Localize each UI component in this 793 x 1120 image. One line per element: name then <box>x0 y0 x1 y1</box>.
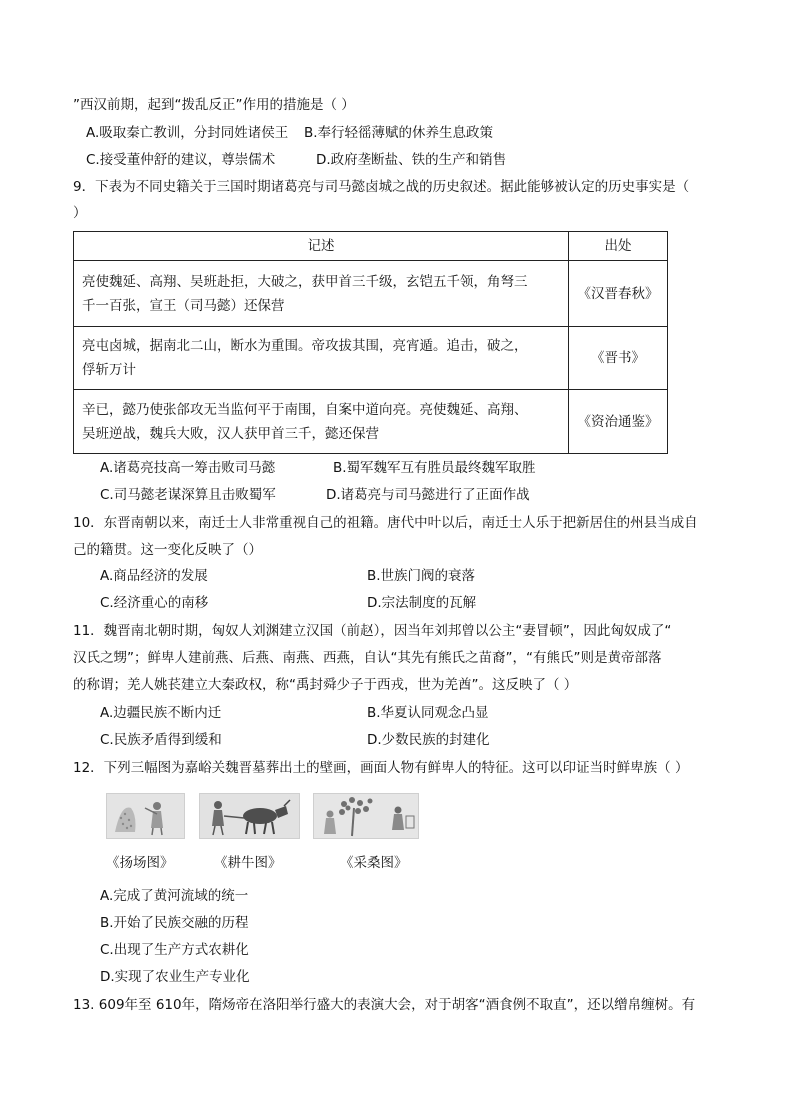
mural-winnowing-image <box>106 793 185 839</box>
q8-option-a: A.吸取秦亡教训，分封同姓诸侯王 <box>86 125 289 141</box>
q12-option-a: A.完成了黄河流域的统一 <box>100 888 249 904</box>
q10-option-a: A.商品经济的发展 <box>100 568 208 584</box>
q9-option-b: B.蜀军魏军互有胜员最终魏军取胜 <box>333 460 536 476</box>
q12-stem: 12．下列三幅图为嘉峪关魏晋墓葬出土的壁画，画面人物有鲜卑人的特征。这可以印证当时鲜卑族（ ） <box>73 760 689 776</box>
table-row <box>74 327 668 390</box>
q11-stem-line1: 11．魏晋南北朝时期，匈奴人刘渊建立汉国（前赵），因当年刘邦曾以公主“妻冒顿”，因此匈奴成了“ <box>73 623 672 639</box>
table-header-record: 记述 <box>74 232 569 261</box>
q9-option-a: A.诸葛亮技高一筹击败司马懿 <box>100 460 276 476</box>
q8-option-b: B.奉行轻徭薄赋的休养生息政策 <box>304 125 494 141</box>
q11-stem-line3: 的称谓；羌人姚苌建立大秦政权，称“禹封舜少子于西戎，世为羌酋”。这反映了（ ） <box>73 677 578 693</box>
q12-option-b: B.开始了民族交融的历程 <box>100 915 249 931</box>
table-row <box>74 261 668 327</box>
table-cell-record <box>74 390 569 454</box>
q8-option-c: C.接受董仲舒的建议，尊崇儒术 <box>86 152 276 168</box>
table-row <box>74 390 668 454</box>
q9-option-c: C.司马懿老谋深算且击败蜀军 <box>100 487 276 503</box>
q10-stem-line1: 10．东晋南朝以来，南迁士人非常重视自己的祖籍。唐代中叶以后，南迁士人乐于把新居住的州县当成自 <box>73 515 698 531</box>
table-cell-record <box>74 261 569 327</box>
q11-stem-line2: 汉氏之甥”；鲜卑人建前燕、后燕、南燕、西燕，自认“其先有熊氏之苗裔”，“有熊氏”则是黄帝部落 <box>73 650 662 666</box>
q10-option-b: B.世族门阀的衰落 <box>367 568 476 584</box>
q12-option-d: D.实现了农业生产专业化 <box>100 969 250 985</box>
record-line: 千一百张，宣王（司马懿）还保营 <box>82 297 285 314</box>
table-cell-source: 《资治通鉴》 <box>569 390 668 454</box>
record-line: 辛已，懿乃使张郃攻无当监何平于南围，自案中道向亮。亮使魏延、高翔、 <box>82 401 528 418</box>
table-header-row <box>74 232 668 261</box>
table-cell-source: 《晋书》 <box>569 327 668 390</box>
caption-winnowing: 《扬场图》 <box>106 855 174 871</box>
record-line: 亮使魏延、高翔、吴班赴拒，大破之，获甲首三千级，玄铠五千领，角弩三 <box>82 273 528 290</box>
q10-option-c: C.经济重心的南移 <box>100 595 209 611</box>
q8-stem-tail: ”西汉前期，起到“拨乱反正”作用的措施是（ ） <box>73 97 355 113</box>
q12-option-c: C.出现了生产方式农耕化 <box>100 942 249 958</box>
record-line: 亮屯卤城，据南北二山，断水为重围。帝攻拔其围，亮宵遁。追击，破之， <box>82 338 528 354</box>
q13-stem-line1: 13. 609年至 610年，隋炀帝在洛阳举行盛大的表演大会，对于胡客“酒食例不取直”，还以缯帛缠树。有 <box>73 997 696 1013</box>
table-cell-source: 《汉晋春秋》 <box>569 261 668 327</box>
history-table <box>73 231 668 454</box>
q9-option-d: D.诸葛亮与司马懿进行了正面作战 <box>326 487 530 503</box>
q9-stem-line1: 9．下表为不同史籍关于三国时期诸葛亮与司马懿卤城之战的历史叙述。据此能够被认定的历史事实是（ <box>73 179 690 195</box>
caption-mulberry-picking: 《采桑图》 <box>340 855 408 871</box>
table-cell-record <box>74 327 569 390</box>
q11-option-a: A.边疆民族不断内迁 <box>100 705 222 721</box>
q11-option-c: C.民族矛盾得到缓和 <box>100 732 222 748</box>
mural-mulberry-picking-image <box>313 793 419 839</box>
q10-option-d: D.宗法制度的瓦解 <box>367 595 477 611</box>
record-line: 吴班逆战，魏兵大败，汉人获甲首三千，懿还保营 <box>82 425 379 442</box>
q8-option-d: D.政府垄断盐、铁的生产和销售 <box>316 152 507 168</box>
mural-ox-plowing-image <box>199 793 300 839</box>
caption-ox-plowing: 《耕牛图》 <box>214 855 282 871</box>
table-header-source: 出处 <box>569 232 668 261</box>
q11-option-d: D.少数民族的封建化 <box>367 732 490 748</box>
record-line: 俘斩万计 <box>82 362 136 378</box>
q9-stem-line2: ） <box>73 205 87 221</box>
q10-stem-line2: 己的籍贯。这一变化反映了（） <box>73 542 262 558</box>
q11-option-b: B.华夏认同观念凸显 <box>367 705 489 721</box>
